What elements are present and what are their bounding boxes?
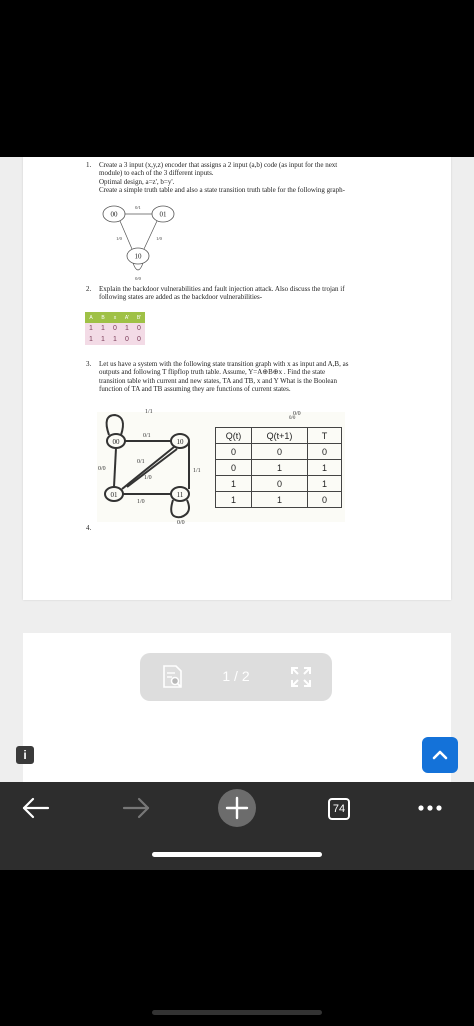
arrow-right-icon: [114, 786, 158, 830]
edge-label: 1/1: [145, 409, 153, 415]
table-cell: 0: [216, 444, 252, 460]
table-cell: 0: [252, 444, 308, 460]
table-cell: 0: [133, 323, 145, 334]
table-row: [85, 323, 145, 334]
bottom-area: [0, 870, 474, 1026]
edge-label: 1/0: [116, 236, 122, 241]
pdf-page-1: [23, 157, 451, 600]
state-10: 10: [134, 252, 142, 261]
edge-label: 1/1: [193, 468, 201, 474]
table-header: B: [97, 312, 109, 323]
question-text: Explain the backdoor vulnerabilities and fault injection attack. Also discuss the trojan if following states are added as the backdoor vulnerabilities-: [99, 285, 345, 302]
table-header: A: [85, 312, 97, 323]
state-00: 00: [110, 210, 118, 219]
t-flipflop-truth-table: [215, 427, 342, 508]
edge-label: 0/1: [137, 459, 145, 465]
backdoor-states-table: [85, 312, 145, 345]
edge-label-uu: 0/0: [289, 416, 296, 421]
table-cell: 1: [308, 476, 342, 492]
table-cell: 1: [97, 323, 109, 334]
edge-label: 1/0: [137, 499, 145, 505]
table-cell: 0: [133, 334, 145, 345]
question-number: 2.: [86, 285, 92, 293]
state-01: 01: [110, 491, 118, 499]
edge-label: 0/0: [177, 520, 185, 526]
page-toolbar: [140, 653, 332, 701]
new-tab-button[interactable]: [215, 786, 259, 830]
table-cell: 1: [308, 460, 342, 476]
more-dots-icon: [408, 786, 452, 830]
plus-icon: [215, 786, 259, 830]
table-cell: 1: [85, 323, 97, 334]
table-header: B': [133, 312, 145, 323]
table-row: [216, 476, 342, 492]
info-icon[interactable]: i: [16, 746, 34, 764]
page-indicator: 1 / 2: [222, 668, 250, 684]
question-number: 1.: [86, 161, 92, 169]
tab-count: 74: [328, 798, 350, 820]
table-cell: 0: [252, 476, 308, 492]
question-number: 3.: [86, 360, 92, 368]
table-header: Q(t+1): [252, 428, 308, 444]
table-header: T: [308, 428, 342, 444]
browser-toolbar: [0, 782, 474, 870]
question-number: 4.: [86, 524, 92, 532]
table-header: x: [109, 312, 121, 323]
state-graph-1: [93, 201, 203, 281]
table-cell: 0: [308, 492, 342, 508]
question-text: Create a 3 input (x,y,z) encoder that assigns a 2 input (a,b) code (as input for the next module) to each of the 3 different inputs. Optimal design, a=z', b=y'. Create a simple truth table and also a state transition truth table for the following graph-: [99, 161, 345, 195]
table-header-row: [85, 312, 145, 323]
table-cell: 1: [121, 323, 133, 334]
back-button[interactable]: [14, 786, 58, 830]
edge-label: 0/0: [135, 276, 141, 281]
table-cell: 0: [216, 460, 252, 476]
question-text: Let us have a system with the following state transition graph with x as input and A,B, as outputs and following T flipflop truth table. Assume, Y=A⊕B⊕x . Find the state transition table with current and new states, TA and TB, x and Y What is the Boolean function of TA and TB assuming they are functions of current states.: [99, 360, 349, 394]
more-menu-button[interactable]: [408, 786, 452, 830]
state-10: 10: [176, 438, 184, 446]
scroll-to-top-button[interactable]: [422, 737, 458, 773]
home-indicator-secondary: [152, 1010, 322, 1015]
home-indicator: [152, 852, 322, 857]
edge-label: 1/0: [144, 475, 152, 481]
table-cell: 1: [252, 492, 308, 508]
pdf-viewer[interactable]: [0, 157, 474, 782]
state-00: 00: [112, 438, 120, 446]
edge-label: 1/0: [156, 236, 162, 241]
forward-button[interactable]: [114, 786, 158, 830]
edge-label: 0/1: [143, 433, 151, 439]
edge-label: 0/1: [135, 205, 141, 210]
edge-label: 0/0: [293, 411, 301, 417]
table-cell: 1: [216, 476, 252, 492]
table-row: [216, 460, 342, 476]
state-01: 01: [159, 210, 167, 219]
status-bar-area: [0, 0, 474, 157]
fullscreen-icon[interactable]: [290, 666, 312, 688]
table-cell: 0: [109, 323, 121, 334]
table-header: A': [121, 312, 133, 323]
table-row: [85, 334, 145, 345]
table-cell: 0: [308, 444, 342, 460]
state-11: 11: [176, 491, 184, 499]
table-cell: 0: [121, 334, 133, 345]
table-row: [216, 492, 342, 508]
table-header: Q(t): [216, 428, 252, 444]
edge-label: 0/0: [98, 466, 106, 472]
table-cell: 1: [216, 492, 252, 508]
arrow-left-icon: [14, 786, 58, 830]
document-search-icon[interactable]: [162, 665, 184, 689]
table-cell: 1: [85, 334, 97, 345]
table-cell: 1: [109, 334, 121, 345]
table-row: [216, 444, 342, 460]
chevron-up-icon: [422, 737, 458, 773]
table-cell: 1: [252, 460, 308, 476]
table-cell: 1: [97, 334, 109, 345]
table-header-row: [216, 428, 342, 444]
tabs-button[interactable]: [316, 786, 360, 830]
